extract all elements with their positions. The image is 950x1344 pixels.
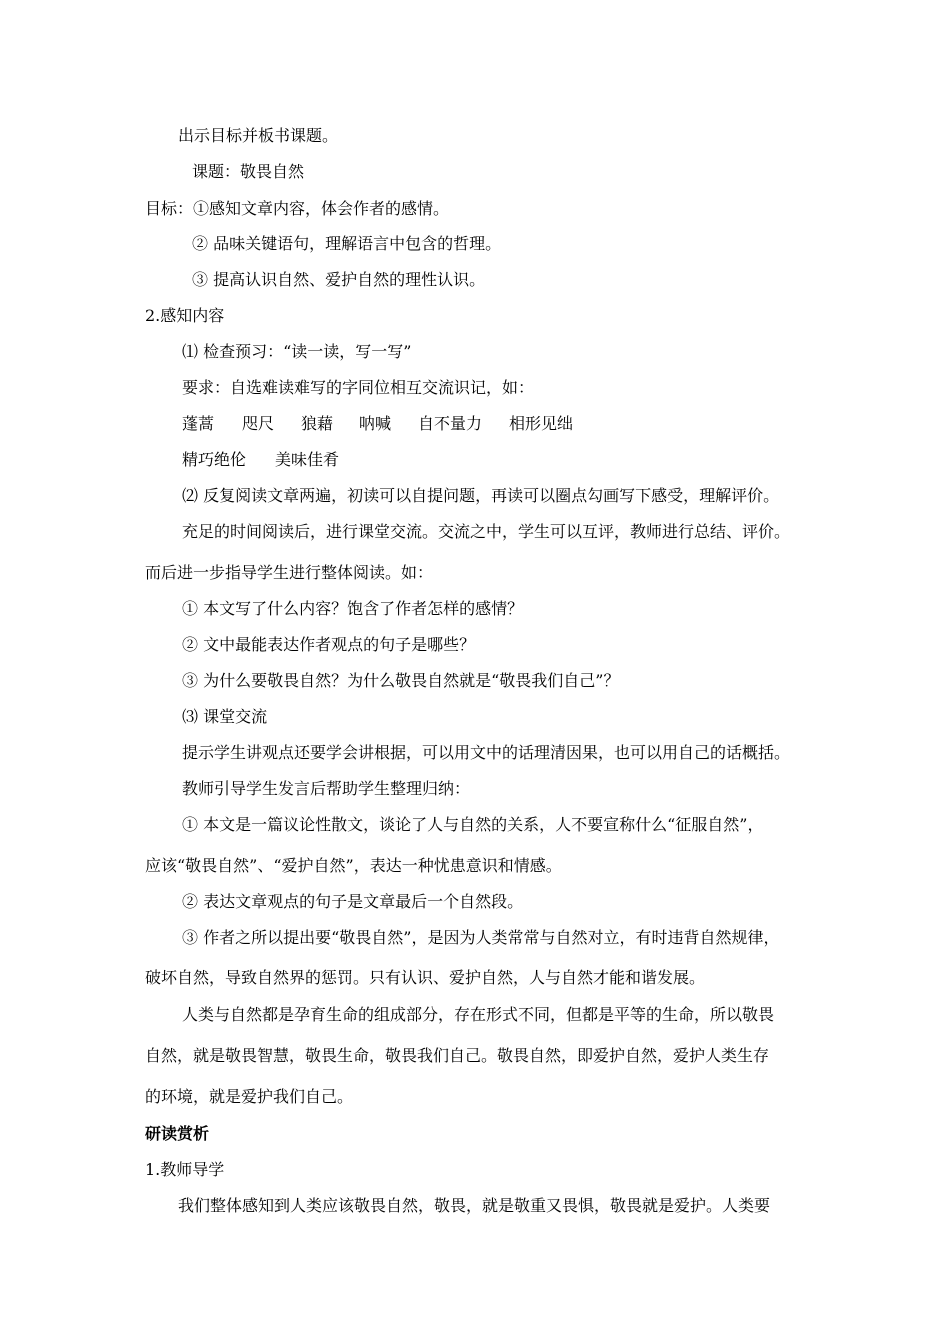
- lesson-title: 课题：敬畏自然: [192, 162, 305, 181]
- paragraph-line-3: 的环境，就是爱护我们自己。: [145, 1087, 354, 1106]
- summary-1-line-2: 应该“敬畏自然”、“爱护自然”，表达一种忧患意识和情感。: [145, 856, 562, 875]
- class-exchange-heading: ⑶ 课堂交流: [182, 707, 268, 726]
- vocab-word: 狼藉: [301, 414, 334, 433]
- vocab-word: 自不量力: [418, 414, 483, 433]
- requirement-line: 要求：自选难读难写的字同位相互交流识记，如：: [182, 378, 535, 397]
- paragraph-line-2: 自然，就是敬畏智慧，敬畏生命，敬畏我们自己。敬畏自然，即爱护自然，爱护人类生存: [145, 1046, 770, 1065]
- final-paragraph-line: 我们整体感知到人类应该敬畏自然，敬畏，就是敬重又畏惧，敬畏就是爱护。人类要: [178, 1196, 771, 1215]
- vocab-word: 相形见绌: [509, 414, 574, 433]
- question-1: ① 本文写了什么内容？饱含了作者怎样的感情？: [182, 599, 524, 618]
- vocab-word: 咫尺: [242, 414, 275, 433]
- question-2: ② 文中最能表达作者观点的句子是哪些？: [182, 635, 476, 654]
- question-3: ③ 为什么要敬畏自然？为什么敬畏自然就是“敬畏我们自己”？: [182, 671, 620, 690]
- goal-line-3: ③ 提高认识自然、爱护自然的理性认识。: [192, 270, 486, 289]
- subsection-teacher-guide: 1.教师导学: [145, 1160, 225, 1179]
- goal-line-2: ② 品味关键语句，理解语言中包含的哲理。: [192, 234, 502, 253]
- vocab-word: 美味佳肴: [275, 450, 340, 469]
- vocab-word: 呐喊: [359, 414, 392, 433]
- section-heading-study: 研读赏析: [145, 1124, 210, 1143]
- vocab-word: 蓬蒿: [182, 414, 215, 433]
- guide-line: 而后进一步指导学生进行整体阅读。如：: [145, 563, 434, 582]
- discussion-line: 充足的时间阅读后，进行课堂交流。交流之中，学生可以互评，教师进行总结、评价。: [182, 522, 791, 541]
- instruction-line: 出示目标并板书课题。: [178, 126, 339, 145]
- summary-1-line-1: ① 本文是一篇议论性散文，谈论了人与自然的关系，人不要宣称什么“征服自然”，: [182, 815, 764, 834]
- section-heading-perceive: 2.感知内容: [145, 306, 225, 325]
- vocab-word: 精巧绝伦: [182, 450, 247, 469]
- summary-3-line-2: 破坏自然，导致自然界的惩罚。只有认识、爱护自然，人与自然才能和谐发展。: [145, 968, 706, 987]
- hint-line: 提示学生讲观点还要学会讲根据，可以用文中的话理清因果，也可以用自己的话概括。: [182, 743, 791, 762]
- summary-3-line-1: ③ 作者之所以提出要“敬畏自然”，是因为人类常常与自然对立，有时违背自然规律，: [182, 928, 780, 947]
- preview-check-line: ⑴ 检查预习：“读一读，写一写”: [182, 342, 412, 361]
- paragraph-line-1: 人类与自然都是孕育生命的组成部分，存在形式不同，但都是平等的生命，所以敬畏: [182, 1005, 775, 1024]
- teacher-guide-line: 教师引导学生发言后帮助学生整理归纳：: [182, 779, 471, 798]
- reread-line: ⑵ 反复阅读文章两遍，初读可以自提问题，再读可以圈点勾画写下感受，理解评价。: [182, 486, 780, 505]
- goal-line-1: 目标：①感知文章内容，体会作者的感情。: [145, 199, 450, 218]
- summary-2: ② 表达文章观点的句子是文章最后一个自然段。: [182, 892, 524, 911]
